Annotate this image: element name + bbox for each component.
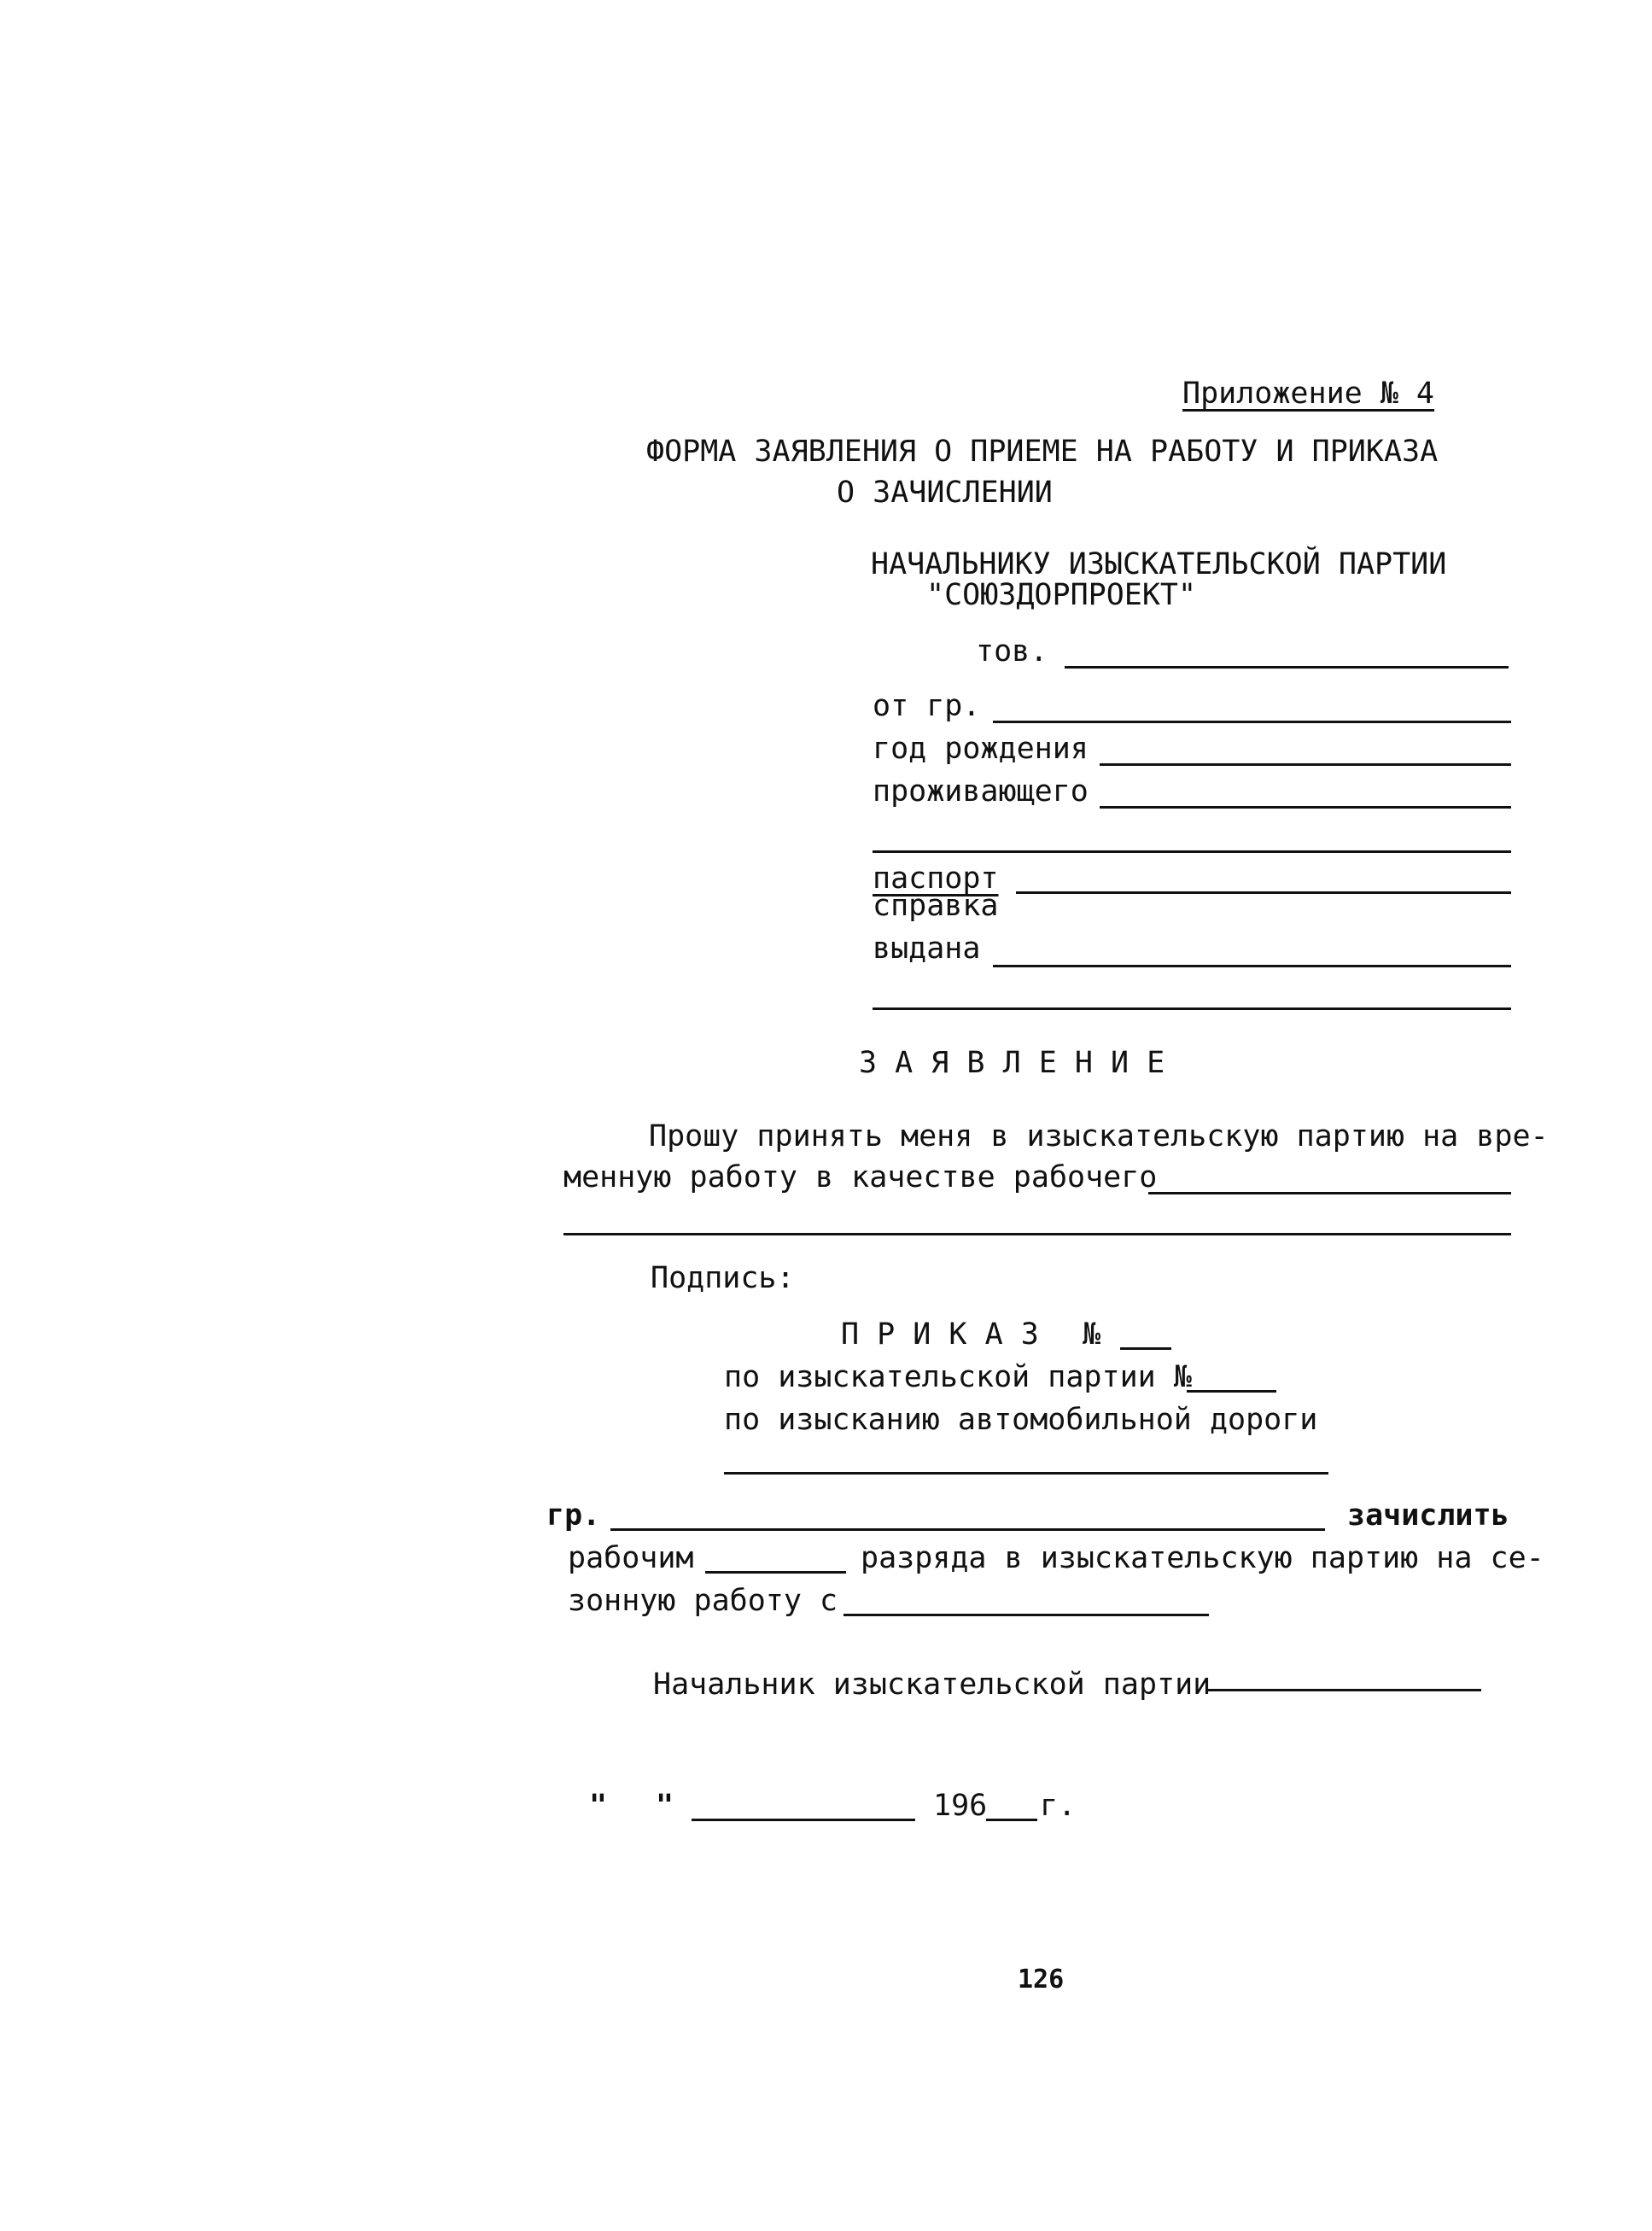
certificate-label: справка — [873, 889, 999, 923]
date-year-prefix: 196 — [933, 1789, 988, 1823]
worker-label: рабочим — [568, 1541, 694, 1575]
form-title-line2: О ЗАЧИСЛЕНИИ — [837, 476, 1053, 510]
rank-blank — [705, 1571, 846, 1574]
position-blank — [1148, 1192, 1511, 1194]
date-quote-open: " — [589, 1789, 608, 1823]
form-title-line1: ФОРМА ЗАЯВЛЕНИЯ О ПРИЕМЕ НА РАБОТУ И ПРИКАЗА — [646, 435, 1439, 469]
order-line2: по изысканию автомобильной дороги — [724, 1403, 1318, 1437]
order-heading: П Р И К А З — [841, 1317, 1039, 1352]
chief-label: Начальник изыскательской партии — [653, 1667, 1211, 1702]
signature-label: Подпись: — [651, 1261, 795, 1295]
issued-blank — [993, 965, 1511, 967]
road-name-blank — [724, 1472, 1328, 1475]
birth-year-blank — [1100, 763, 1511, 766]
order-number-sign: № — [1083, 1317, 1101, 1352]
date-quote-close: " — [656, 1789, 674, 1823]
statement-line1: Прошу принять меня в изыскательскую партию на вре- — [649, 1119, 1549, 1153]
seasonal-text: зонную работу с — [568, 1584, 838, 1618]
page-number: 126 — [1018, 1965, 1065, 1994]
statement-line2: менную работу в качестве рабочего — [563, 1160, 1158, 1194]
addressee-line1: НАЧАЛЬНИКУ ИЗЫСКАТЕЛЬСКОЙ ПАРТИИ — [871, 547, 1447, 581]
statement-heading: З А Я В Л Е Н И Е — [859, 1046, 1165, 1080]
order-number-blank — [1120, 1347, 1171, 1350]
date-year-blank — [986, 1819, 1037, 1821]
birth-year-label: год рождения — [873, 732, 1089, 766]
order-gr-label: гр. — [546, 1498, 601, 1533]
tov-blank — [1065, 666, 1509, 669]
passport-label: паспорт — [873, 861, 999, 896]
start-date-blank — [844, 1614, 1209, 1616]
document-blank — [1016, 891, 1511, 894]
enroll-label: зачислить — [1347, 1498, 1509, 1533]
address-blank-line2 — [873, 850, 1511, 853]
date-month-blank — [692, 1819, 915, 1821]
position-blank-line2 — [563, 1233, 1511, 1235]
issued-label: выдана — [873, 932, 981, 966]
from-blank — [993, 721, 1511, 723]
chief-signature-blank — [1206, 1689, 1481, 1691]
rank-text: разряда в изыскательскую партию на се- — [861, 1541, 1544, 1575]
tov-label: тов. — [976, 634, 1048, 669]
addressee-line2: "СОЮЗДОРПРОЕКТ" — [926, 578, 1197, 612]
residing-label: проживающего — [873, 774, 1089, 809]
appendix-label: Приложение № 4 — [1182, 377, 1435, 411]
order-line1: по изыскательской партии № — [724, 1360, 1192, 1394]
party-number-blank — [1187, 1390, 1276, 1393]
date-year-suffix: г. — [1040, 1789, 1077, 1823]
from-label: от гр. — [873, 689, 981, 723]
worker-name-blank — [610, 1528, 1325, 1531]
residing-blank — [1100, 806, 1511, 809]
issued-blank-line2 — [873, 1007, 1511, 1010]
